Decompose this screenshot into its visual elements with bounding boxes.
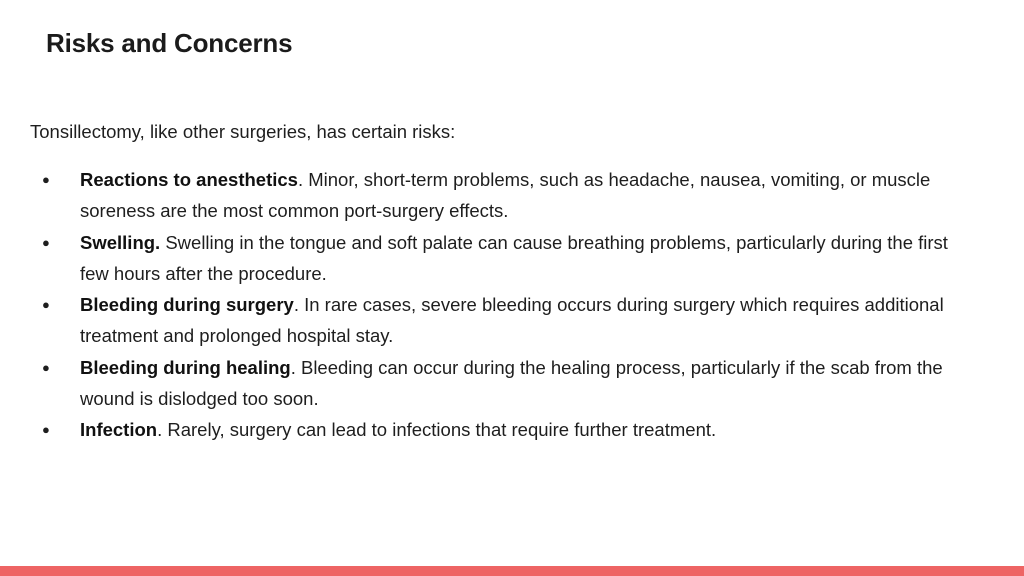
- risk-term: Infection: [80, 419, 158, 441]
- bullet-icon: ●: [42, 422, 50, 438]
- risk-list: [30, 164, 970, 446]
- risk-term: Swelling.: [80, 231, 161, 253]
- bullet-icon: ●: [42, 297, 50, 313]
- risk-term: Bleeding during healing: [80, 356, 291, 378]
- bullet-icon: ●: [42, 172, 50, 187]
- slide-title: Risks and Concerns: [46, 28, 293, 58]
- risk-item-bleeding-surgery: [30, 289, 970, 352]
- risk-term: Reactions to anesthetics: [80, 169, 298, 190]
- risk-description: . Bleeding can occur during the healing process, particularly if the scab from the wound is dislodged too soon.: [80, 356, 943, 410]
- risk-description: . Rarely, surgery can lead to infections that require further treatment.: [157, 419, 717, 441]
- bullet-icon: ●: [42, 234, 50, 250]
- risk-description: . Minor, short-term problems, such as headache, nausea, vomiting, or muscle soreness are the most common port-surgery effects.: [80, 169, 931, 222]
- accent-bar: [0, 566, 1024, 576]
- intro-text: Tonsillectomy, like other surgeries, has certain risks:: [30, 121, 456, 142]
- risk-item-infection: [30, 414, 970, 445]
- risk-item-bleeding-healing: [30, 352, 970, 415]
- bullet-icon: ●: [42, 359, 50, 375]
- risk-description: Swelling in the tongue and soft palate can cause breathing problems, particularly during the first few hours after the procedure.: [80, 231, 948, 284]
- risk-item-swelling: [30, 227, 970, 290]
- risk-description: . In rare cases, severe bleeding occurs during surgery which requires additional treatment and prolonged hospital stay.: [80, 294, 944, 347]
- risk-term: Bleeding during surgery: [80, 294, 294, 316]
- risk-item-anesthetics: [30, 164, 970, 227]
